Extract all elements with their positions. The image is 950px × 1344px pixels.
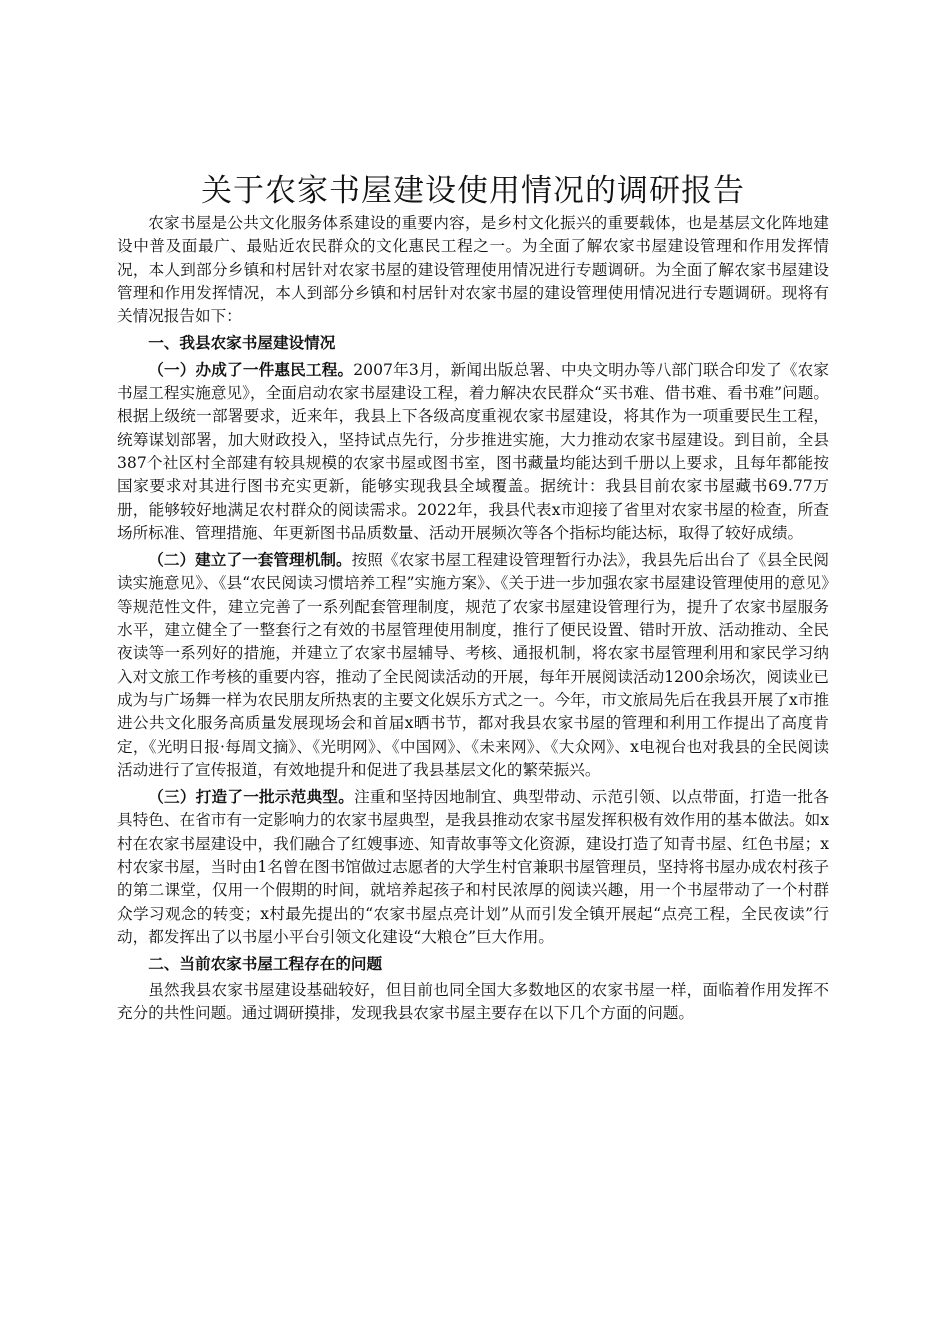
item-3-lead: （三）打造了一批示范典型。 bbox=[148, 787, 355, 807]
item-2-lead: （二）建立了一套管理机制。 bbox=[148, 550, 352, 570]
section-1-heading: 一、我县农家书屋建设情况 bbox=[148, 333, 336, 353]
section-2-heading: 二、当前农家书屋工程存在的问题 bbox=[148, 954, 383, 974]
section-1-item-3 bbox=[117, 785, 829, 949]
intro-paragraph: 农家书屋是公共文化服务体系建设的重要内容，是乡村文化振兴的重要载体，也是基层文化阵地建设中普及面最广、最贴近农民群众的文化惠民工程之一。为全面了解农家书屋建设管理和作用发挥情况，本人到部分乡镇和村居针对农家书屋的建设管理使用情况进行专题调研。为全面了解农家书屋建设管理和作用发挥情况，本人到部分乡镇和村居针对农家书屋的建设管理使用情况进行专题调研。现将有关情况报告如下： bbox=[117, 214, 829, 326]
document-title: 关于农家书屋建设使用情况的调研报告 bbox=[201, 173, 745, 209]
item-1-text: 2007年3月，新闻出版总署、中央文明办等八部门联合印发了《农家书屋工程实施意见》，全面启动农家书屋建设工程，着力解决农民群众“买书难、借书难、看书难”问题。根据上级统一部署要求，近来年，我县上下各级高度重视农家书屋建设，将其作为一项重要民生工程，统筹谋划部署，加大财政投入，坚持试点先行，分步推进实施，大力推动农家书屋建设。到目前，全县387个社区村全部建有较具规模的农家书屋或图书室，图书藏量均能达到千册以上要求，且每年都能按国家要求对其进行图书充实更新，能够实现我县全域覆盖。据统计：我县目前农家书屋藏书69.77万册，能够较好地满足农村群众的阅读需求。2022年，我县代表x市迎接了省里对农家书屋的检查，所查场所标准、管理措施、年更新图书品质数量、活动开展频次等各个指标均能达标，取得了较好成绩。 bbox=[117, 360, 829, 542]
item-2-text: 按照《农家书屋工程建设管理暂行办法》，我县先后出台了《县全民阅读实施意见》、《县“农民阅读习惯培养工程”实施方案》、《关于进一步加强农家书屋建设管理使用的意见》等规范性文件，建立完善了一系列配套管理制度，规范了农家书屋建设管理行为，提升了农家书屋服务水平，建立健全了一整套行之有效的书屋管理使用制度，推行了便民设置、错时开放、活动推动、全民夜读等一系列好的措施，并建立了农家书屋辅导、考核、通报机制，将农家书屋管理利用和家民学习纳入对文旅工作考核的重要内容，推动了全民阅读活动的开展，每年开展阅读活动1200余场次，阅读业已成为与广场舞一样为农民朋友所热衷的主要文化娱乐方式之一。今年，市文旅局先后在我县开展了x市推进公共文化服务高质量发展现场会和首届x晒书节，都对我县农家书屋的管理和利用工作提出了高度肯定，《光明日报·每周文摘》、《光明网》、《中国网》、《未来网》、《大众网》、x电视台也对我县的全民阅读活动进行了宣传报道，有效地提升和促进了我县基层文化的繁荣振兴。 bbox=[117, 551, 829, 779]
section-1-item-1 bbox=[117, 358, 829, 545]
section-2-paragraph: 虽然我县农家书屋建设基础较好，但目前也同全国大多数地区的农家书屋一样，面临着作用发挥不充分的共性问题。通过调研摸排，发现我县农家书屋主要存在以下几个方面的问题。 bbox=[117, 980, 829, 1022]
item-1-lead: （一）办成了一件惠民工程。 bbox=[148, 359, 354, 379]
document-page bbox=[117, 170, 829, 1025]
section-1-item-2 bbox=[117, 548, 829, 782]
item-3-text: 注重和坚持因地制宜、典型带动、示范引领、以点带面，打造一批各具特色、在省市有一定影响力的农家书屋典型，是我县推动农家书屋发挥积极有效作用的基本做法。如x村在农家书屋建设中，我们融合了红嫂事迹、知青故事等文化资源，建设打造了知青书屋、红色书屋；x村农家书屋，当时由1名曾在图书馆做过志愿者的大学生村官兼职书屋管理员，坚持将书屋办成农村孩子的第二课堂，仅用一个假期的时间，就培养起孩子和村民浓厚的阅读兴趣，用一个书屋带动了一个村群众学习观念的转变；x村最先提出的“农家书屋点亮计划”从而引发全镇开展起“点亮工程，全民夜读”行动，都发挥出了以书屋小平台引领文化建设“大粮仓”巨大作用。 bbox=[117, 788, 829, 946]
